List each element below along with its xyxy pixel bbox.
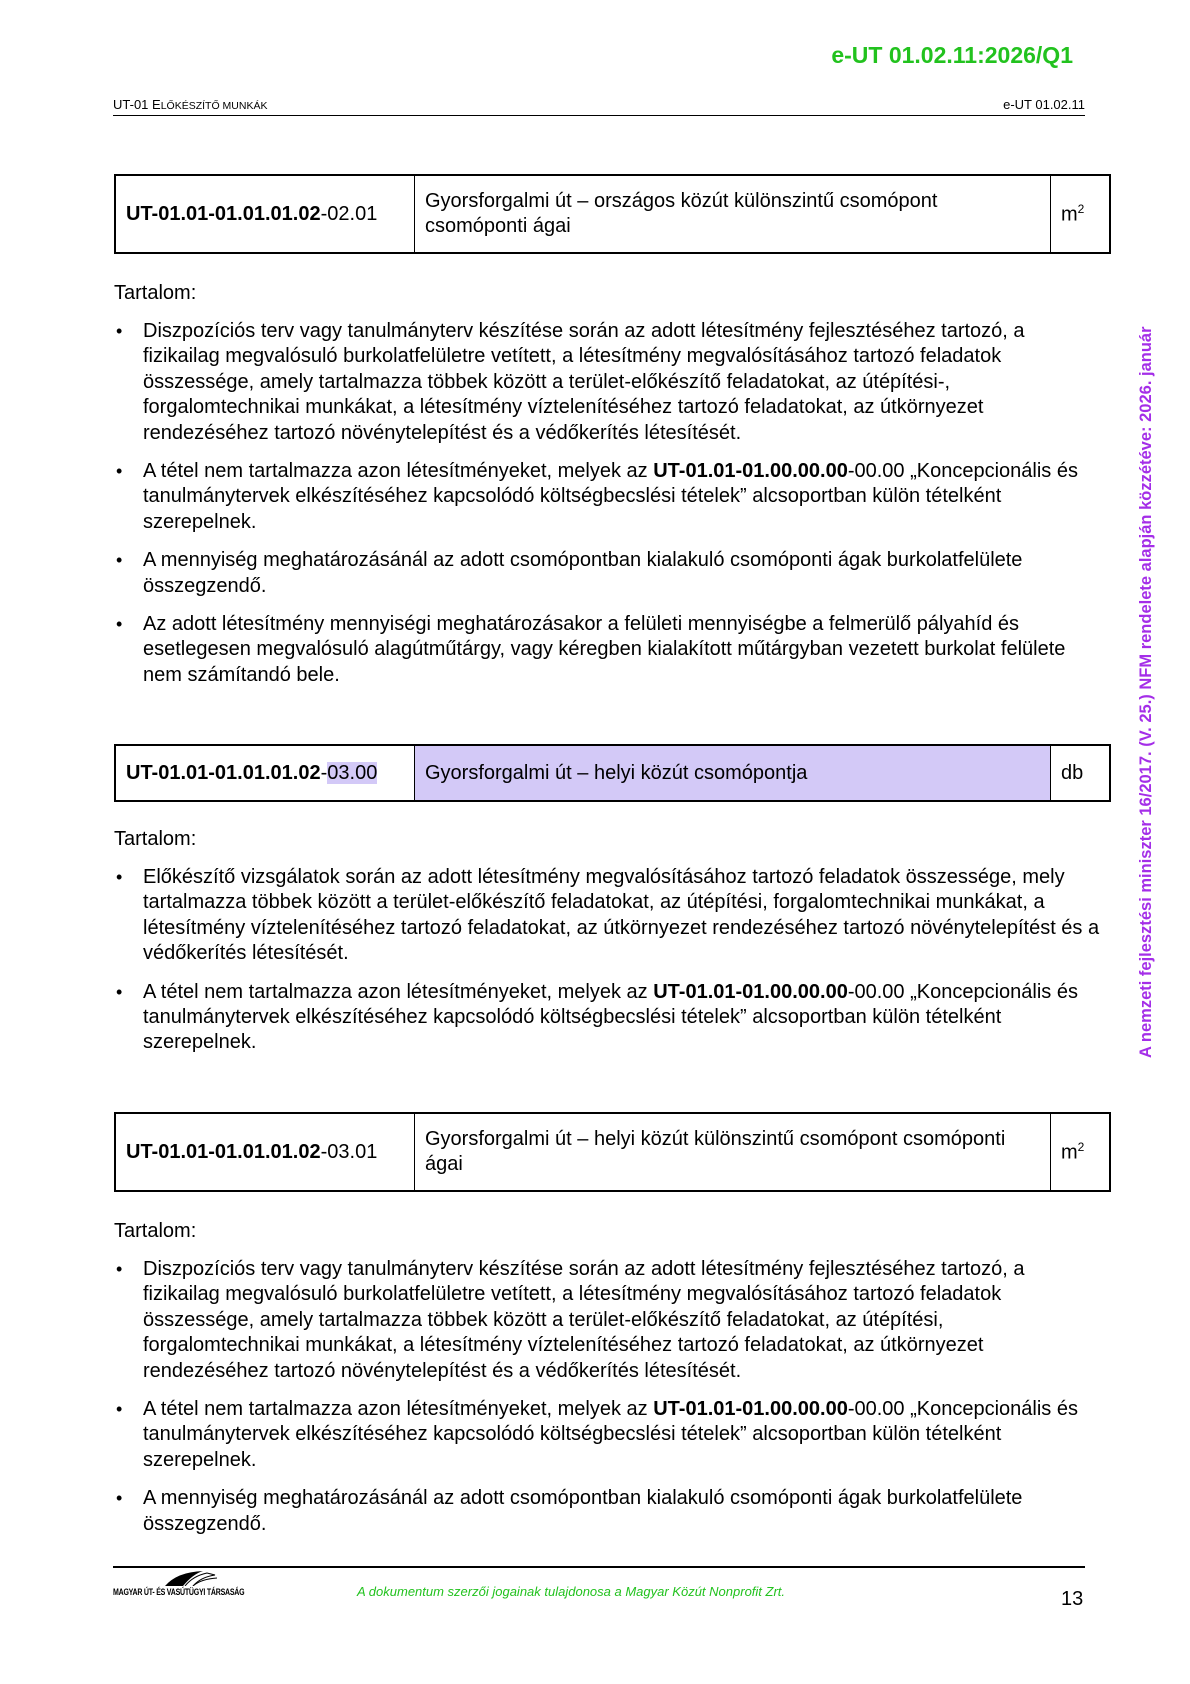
item-code-bold: UT-01.01-01.01.01.02 [126, 761, 321, 784]
content-label: Tartalom: [114, 282, 197, 304]
bullet-list [114, 865, 1104, 1069]
standard-reference: e-UT 01.02.11 [1003, 97, 1085, 112]
item-title: Gyorsforgalmi út – helyi közút különszintű csomópont csomóponti ágai [415, 1113, 1051, 1191]
bullet-text: -00.00 „Koncepcionális és tanulmánytervek elkészítéséhez kapcsolódó költségbecslési tételek” alcsoportban külön tételként szerepelnek. [143, 980, 1078, 1054]
item-unit [1051, 175, 1111, 253]
copyright-notice: A dokumentum szerzői jogainak tulajdonosa a Magyar Közút Nonprofit Zrt. [357, 1584, 786, 1599]
item-unit [1051, 745, 1111, 801]
organization-logo [113, 1570, 263, 1610]
road-arc-logo-icon [163, 1570, 219, 1586]
bullet-list [114, 319, 1104, 701]
bullet-text: -00.00 „Koncepcionális és tanulmánytervek elkészítéséhez kapcsolódó költségbecslési tételek” alcsoportban külön tételként szerepelnek. [143, 1398, 1078, 1471]
item-table [114, 174, 1111, 254]
unit-base: m [1061, 203, 1078, 226]
item-table [114, 1112, 1111, 1192]
running-header [113, 95, 1085, 116]
item-code-sep: - [320, 202, 328, 225]
list-item: • A mennyiség meghatározásánál az adott csomópontban kialakuló csomóponti ágak burkolatfelülete összegzendő. [114, 1486, 1104, 1537]
item-code-rest: 02.01 [327, 202, 378, 225]
publication-side-note: A nemzeti fejlesztési miniszter 16/2017. (V. 25.) NFM rendelete alapján közzétéve: 2026. január [1137, 326, 1155, 1058]
item-code [115, 745, 415, 801]
content-label: Tartalom: [114, 828, 197, 850]
bullet-text: A tétel nem tartalmazza azon létesítményeket, melyek az [143, 980, 654, 1003]
list-item [114, 980, 1104, 1056]
bullet-text: A tétel nem tartalmazza azon létesítményeket, melyek az [143, 460, 654, 483]
item-code [115, 175, 415, 253]
unit-base: db [1061, 761, 1084, 784]
bullet-code-ref: UT-01.01-01.00.00.00 [653, 460, 848, 483]
unit-superscript: 2 [1077, 201, 1085, 216]
bullet-list [114, 1257, 1104, 1550]
content-label: Tartalom: [114, 1220, 197, 1242]
page-number: 13 [1061, 1588, 1084, 1610]
section-title-prefix: UT-01 E [113, 97, 161, 112]
bullet-code-ref: UT-01.01-01.00.00.00 [653, 1398, 848, 1421]
bullet-code-ref: UT-01.01-01.00.00.00 [653, 980, 848, 1003]
list-item: • Előkészítő vizsgálatok során az adott létesítmény megvalósításához tartozó feladatok összessége, mely tartalmazza többek között a terület-előkészítő feladatokat, az útépítési, forgalomtechnikai munkákat, a létesítmény víztelenítéséhez tartozó feladatokat, az útkörnyezet rendezéséhez tartozó növénytelepítést és a védőkerítés létesítését. [114, 865, 1104, 967]
section-title [113, 97, 267, 112]
list-item: • Diszpozíciós terv vagy tanulmányterv készítése során az adott létesítmény fejlesztéséhez tartozó, a fizikailag megvalósuló burkolatfelületre vetített, a létesítmény megvalósításához tartozó feladatok összessége, amely tartalmazza többek között a terület-előkészítő feladatokat, az útépítési, forgalomtechnikai munkákat, a létesítmény víztelenítéséhez tartozó feladatokat, az útkörnyezet rendezéséhez tartozó növénytelepítést és a védőkerítés létesítését. [114, 1257, 1104, 1384]
item-code [115, 1113, 415, 1191]
list-item: • A mennyiség meghatározásánál az adott csomópontban kialakuló csomóponti ágak burkolatfelülete összegzendő. [114, 548, 1104, 599]
footer-divider [113, 1566, 1085, 1568]
item-code-rest: 03.01 [327, 1140, 378, 1163]
document-code: e-UT 01.02.11:2026/Q1 [831, 42, 1073, 68]
bullet-text: A tétel nem tartalmazza azon létesítményeket, melyek az [143, 1398, 654, 1421]
item-code-rest-highlighted: 03.00 [327, 761, 378, 784]
item-code-bold: UT-01.01-01.01.01.02 [126, 1140, 321, 1163]
item-title: Gyorsforgalmi út – országos közút különszintű csomópont csomóponti ágai [415, 175, 1051, 253]
list-item [114, 459, 1104, 535]
unit-superscript: 2 [1077, 1139, 1085, 1154]
item-table [114, 744, 1111, 802]
item-unit [1051, 1113, 1111, 1191]
item-code-sep: - [320, 761, 328, 784]
unit-base: m [1061, 1141, 1078, 1164]
section-title-rest: LŐKÉSZÍTŐ MUNKÁK [160, 100, 268, 112]
item-code-bold: UT-01.01-01.01.01.02 [126, 202, 321, 225]
item-title: Gyorsforgalmi út – helyi közút csomópontja [415, 745, 1051, 801]
list-item: • Az adott létesítmény mennyiségi meghatározásakor a felületi mennyiségbe a felmerülő pályahíd és esetlegesen megvalósuló alagútműtárgy, vagy kéregben kialakított műtárgyban vezetett burkolat felülete nem számítandó bele. [114, 612, 1104, 688]
organization-name: MAGYAR ÚT- ÉS VASÚTÜGYI TÁRSASÁG [113, 1587, 245, 1597]
item-code-sep: - [320, 1140, 328, 1163]
list-item [114, 1397, 1104, 1473]
list-item: • Diszpozíciós terv vagy tanulmányterv készítése során az adott létesítmény fejlesztéséhez tartozó, a fizikailag megvalósuló burkolatfelületre vetített, a létesítmény megvalósításához tartozó feladatok összessége, amely tartalmazza többek között a terület-előkészítő feladatokat, az útépítési-, forgalomtechnikai munkákat, a létesítmény víztelenítéséhez tartozó feladatokat, az útkörnyezet rendezéséhez tartozó növénytelepítést és a védőkerítés létesítését. [114, 319, 1104, 446]
bullet-text: -00.00 „Koncepcionális és tanulmánytervek elkészítéséhez kapcsolódó költségbecslési tételek” alcsoportban külön tételként szerepelnek. [143, 460, 1078, 533]
